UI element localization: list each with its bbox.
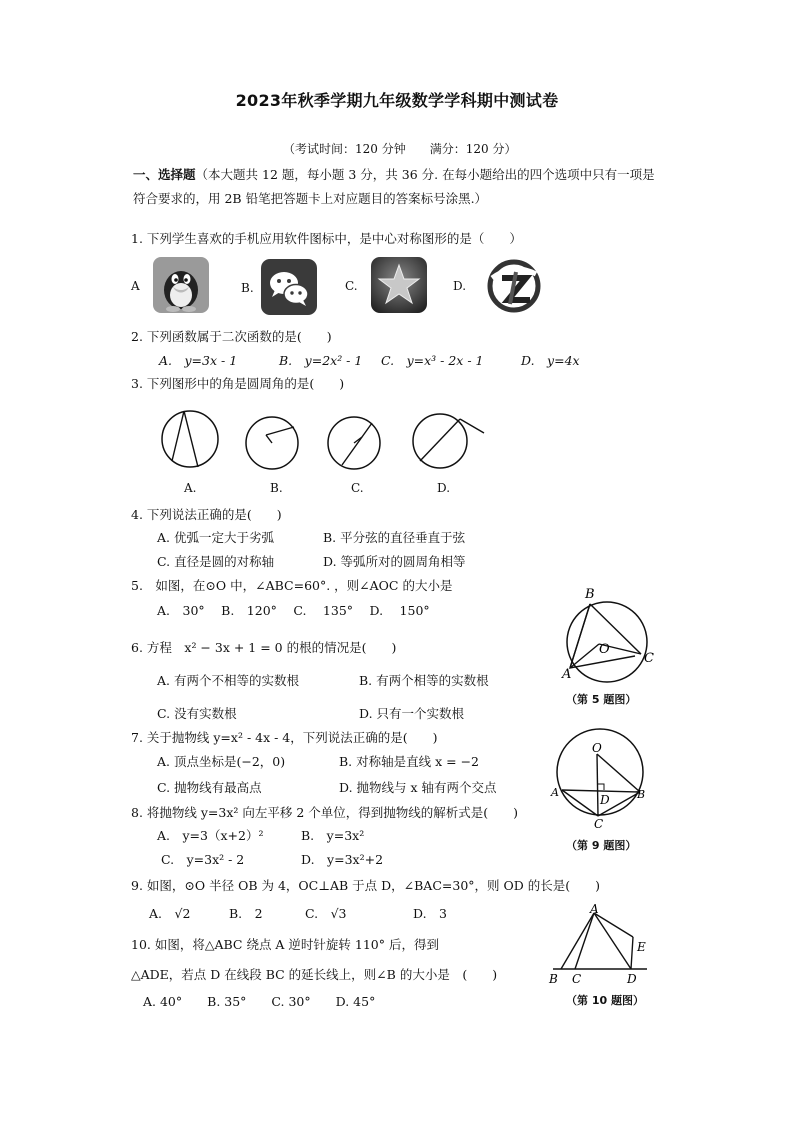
q1-label-c: C.	[345, 279, 358, 293]
wechat-icon	[261, 259, 317, 315]
q3-figure-a	[162, 411, 218, 467]
q1-label-a: A	[131, 279, 140, 293]
q8-option-b: B. y=3x²	[301, 828, 365, 843]
q5-point-o: O	[599, 642, 610, 657]
q8-option-d: D. y=3x²+2	[301, 852, 384, 867]
q9-figure	[548, 724, 653, 834]
question-5-stem: 5. 如图，在⊙O 中，∠ABC=60°. ，则∠AOC 的大小是	[131, 578, 453, 593]
q3-label-d: D.	[437, 481, 451, 495]
q7-option-c: C. 抛物线有最高点	[157, 780, 262, 795]
q6-option-c: C. 没有实数根	[157, 706, 237, 721]
section-desc-2: 符合要求的，用 2B 铅笔把答题卡上对应题目的答案标号涂黑.）	[133, 191, 488, 206]
q10-options: A. 40° B. 35° C. 30° D. 45°	[143, 994, 376, 1009]
question-4-stem: 4. 下列说法正确的是( )	[131, 507, 282, 522]
circular-logo-icon	[486, 258, 542, 314]
question-1-stem: 1. 下列学生喜欢的手机应用软件图标中，是中心对称图形的是（ ）	[131, 231, 522, 246]
q4-option-d: D. 等弧所对的圆周角相等	[323, 554, 466, 569]
q9-point-o: O	[592, 741, 602, 755]
question-10-stem-2: △ADE，若点 D 在线段 BC 的延长线上，则∠B 的大小是 ( )	[131, 967, 498, 982]
q9-option-b: B. 2	[229, 906, 263, 921]
q7-option-d: D. 抛物线与 x 轴有两个交点	[339, 780, 497, 795]
q10-caption: （第 10 题图）	[566, 994, 644, 1007]
q7-option-b: B. 对称轴是直线 x = −2	[339, 754, 480, 769]
q10-figure	[545, 902, 655, 987]
q8-option-a: A. y=3（x+2）²	[157, 828, 264, 843]
q3-label-a: A.	[184, 481, 197, 495]
q3-label-c: C.	[351, 481, 364, 495]
q9-point-a: A	[551, 786, 559, 799]
q3-figure-d	[413, 414, 484, 468]
star-icon	[371, 257, 427, 313]
q2-option-d: D. y=4x	[521, 353, 580, 368]
q3-figure-c	[328, 417, 380, 469]
q9-point-b: B	[637, 788, 646, 801]
q9-point-c: C	[594, 817, 604, 831]
page-title: 2023年秋季学期九年级数学学科期中测试卷	[235, 91, 559, 110]
q3-figure-b	[246, 417, 298, 469]
q9-point-d: D	[600, 793, 610, 807]
question-7-stem: 7. 关于抛物线 y=x² - 4x - 4，下列说法正确的是( )	[131, 730, 438, 745]
q7-option-a: A. 顶点坐标是(−2，0)	[157, 754, 286, 769]
q6-option-b: B. 有两个相等的实数根	[359, 673, 489, 688]
q6-option-d: D. 只有一个实数根	[359, 706, 465, 721]
exam-info: （考试时间：120 分钟 满分：120 分）	[283, 142, 517, 156]
q1-label-b: B.	[241, 281, 254, 295]
question-6-stem: 6. 方程 x² − 3x + 1 = 0 的根的情况是( )	[131, 640, 397, 655]
question-9-stem: 9. 如图，⊙O 半径 OB 为 4，OC⊥AB 于点 D，∠BAC=30°，则 OD 的长是( )	[131, 878, 601, 893]
q9-option-c: C. √3	[305, 906, 347, 921]
q8-option-c: C. y=3x² - 2	[161, 852, 245, 867]
q6-option-a: A. 有两个不相等的实数根	[157, 673, 299, 688]
q9-option-a: A. √2	[149, 906, 191, 921]
question-10-stem-1: 10. 如图，将△ABC 绕点 A 逆时针旋转 110° 后，得到	[131, 937, 439, 952]
q5-caption: （第 5 题图）	[566, 693, 637, 706]
qq-penguin-icon	[153, 257, 209, 313]
q5-point-c: C	[644, 651, 654, 666]
q9-caption: （第 9 题图）	[566, 839, 637, 852]
q10-point-a: A	[590, 902, 599, 916]
q5-options: A. 30° B. 120° C. 135° D. 150°	[157, 603, 430, 618]
q5-point-a: A	[562, 667, 572, 682]
q2-option-a: A. y=3x - 1	[159, 353, 238, 368]
q4-option-c: C. 直径是圆的对称轴	[157, 554, 275, 569]
q10-point-b: B	[549, 972, 558, 986]
section-desc-1: （本大题共 12 题，每小题 3 分，共 36 分. 在每小题给出的四个选项中只有一项是	[195, 167, 655, 182]
q9-option-d: D. 3	[413, 906, 448, 921]
q3-label-b: B.	[270, 481, 283, 495]
q3-circle-figures	[150, 405, 520, 480]
q5-figure	[555, 582, 665, 692]
section-heading-line	[133, 165, 655, 183]
q5-point-b: B	[585, 587, 595, 602]
q10-point-d: D	[627, 972, 637, 986]
q2-option-c: C. y=x³ - 2x - 1	[381, 353, 484, 368]
question-8-stem: 8. 将抛物线 y=3x² 向左平移 2 个单位，得到抛物线的解析式是( )	[131, 805, 519, 820]
section-heading: 一、选择题	[133, 167, 196, 182]
q2-option-b: B. y=2x² - 1	[279, 353, 363, 368]
question-2-stem: 2. 下列函数属于二次函数的是( )	[131, 329, 332, 344]
question-3-stem: 3. 下列图形中的角是圆周角的是( )	[131, 376, 345, 391]
q4-option-b: B. 平分弦的直径垂直于弦	[323, 530, 466, 545]
q10-point-c: C	[572, 972, 582, 986]
q1-label-d: D.	[453, 279, 467, 293]
q10-point-e: E	[637, 940, 646, 954]
q4-option-a: A. 优弧一定大于劣弧	[157, 530, 274, 545]
